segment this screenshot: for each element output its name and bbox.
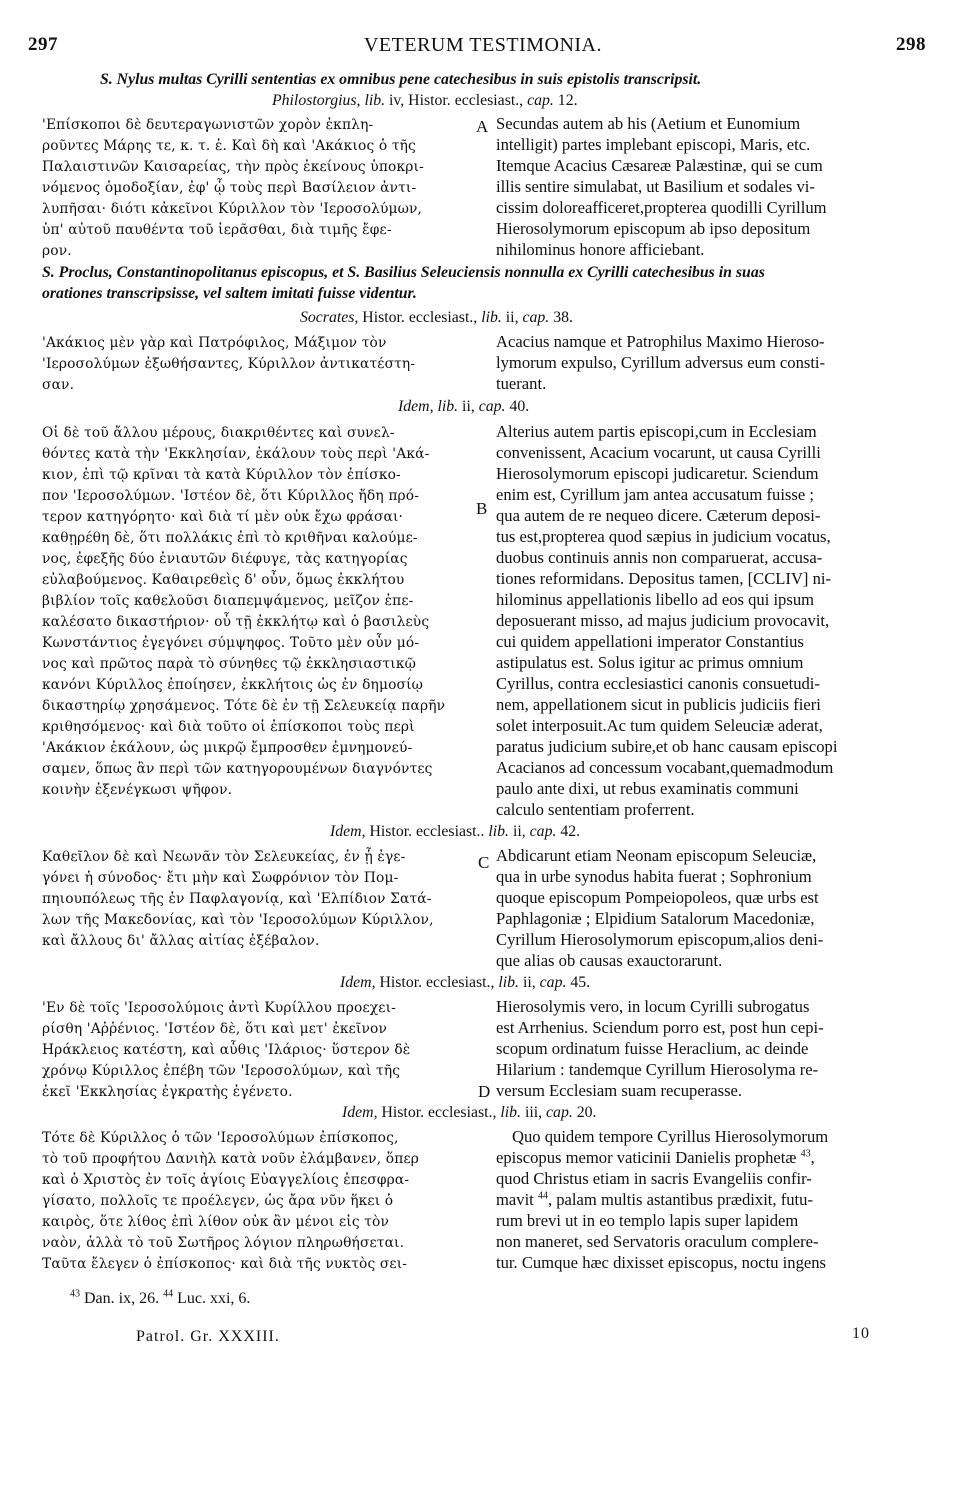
- reference-idem-40: [398, 398, 529, 416]
- ref-lib: lib.: [500, 1104, 522, 1121]
- latin-line: Paphlagoniæ ; Elpidium Satalorum Macedoniæ,: [496, 909, 815, 928]
- greek-line: καθῃρέθη δὲ, ὅτι πολλάκις ἐπὶ τὸ κριθῆναι καλούμε-: [42, 530, 418, 546]
- ref-book: iii,: [521, 1104, 547, 1121]
- latin-line: calculo sententiam proferrent.: [496, 800, 695, 819]
- section-heading-proclus: S. Proclus, Constantinopolitanus episcopus, et S. Basilius Seleuciensis nonnulla ex Cyrilli catechesibus in suas: [42, 264, 765, 281]
- greek-line: ὑπ' αὐτοῦ παυθέντα τοῦ ἱερᾶσθαι, διὰ τιμῆς ἔφε-: [42, 222, 392, 238]
- ref-cap: cap.: [522, 309, 550, 326]
- latin-line: cissim doloreafficeret,propterea quodilli Cyrillum: [496, 198, 827, 217]
- ref-cap: cap.: [527, 92, 554, 109]
- latin-line: rum brevi ut in eo templo lapis super lapidem: [496, 1211, 799, 1230]
- footnote-44-number: 44: [163, 1288, 174, 1300]
- margin-marker-d: D: [478, 1082, 491, 1101]
- ref-num: 38.: [549, 309, 573, 326]
- latin-line: Acacius namque et Patrophilus Maximo Hieroso-: [496, 332, 825, 351]
- ref-cap: cap.: [529, 823, 557, 840]
- running-title: VETERUM TESTIMONIA.: [363, 34, 602, 56]
- ref-work: Histor. ecclesiast.,: [375, 974, 499, 991]
- footnote-44: Luc. xxi, 6.: [173, 1290, 251, 1307]
- latin-text: mavit: [496, 1190, 534, 1209]
- latin-line: deposuerant misso, ad majus judicium provocavit,: [496, 611, 830, 630]
- ref-author: Socrates,: [300, 309, 359, 326]
- greek-line: 'Ακάκιος μὲν γὰρ καὶ Πατρόφιλος, Μάξιμον τὸν: [42, 335, 387, 351]
- greek-line: καὶ ὁ Χριστὸς ἐν τοῖς ἁγίοις Εὐαγγελίοις ἐπεσφρα-: [42, 1172, 410, 1188]
- latin-line: tur. Cumque hæc dixisset episcopus, noctu ingens: [496, 1253, 827, 1272]
- note-ref-44: 44: [537, 1190, 548, 1202]
- reference-idem-45: [340, 974, 590, 992]
- greek-line: λυπῆσαι· διότι κἀκεῖνοι Κύριλλον τὸν 'Ιεροσολύμων,: [42, 201, 423, 217]
- ref-lib: lib.: [481, 309, 502, 326]
- latin-line: [496, 1190, 813, 1210]
- latin-line: qua in urbe synodus habita fuerat ; Sophronium: [496, 867, 812, 886]
- greek-line: καλέσατο δικαστήριον· οὗ τῇ ἐκκλήτῳ καὶ ὁ βασιλεὺς: [42, 614, 430, 630]
- footnote-43-number: 43: [70, 1288, 80, 1300]
- latin-line: scopum ordinatum fuisse Heraclium, ac deinde: [496, 1039, 809, 1058]
- latin-line: duobus continuis annis non comparuerat, accusa-: [496, 548, 823, 567]
- greek-line: πον 'Ιεροσολύμων. 'Ιστέον δὲ, ὅτι Κύριλλος ἤδη πρό-: [42, 488, 420, 504]
- section-heading-proclus-cont: orationes transcripsisse, vel saltem imitati fuisse videntur.: [42, 285, 417, 302]
- latin-line: convenissent, Acacium vocarunt, ut causa Cyrilli: [496, 443, 821, 462]
- ref-cap: cap.: [478, 398, 506, 415]
- latin-line: nihilominus honore afficiebant.: [496, 240, 705, 259]
- greek-line: χρόνῳ Κύριλλος ἐπέβη τῶν 'Ιεροσολύμων, καὶ τῆς: [42, 1063, 401, 1079]
- ref-book: ii,: [501, 309, 523, 326]
- signature-number: 10: [852, 1325, 870, 1342]
- latin-line: Hierosolymorum episcopum ab ipso depositum: [496, 219, 811, 238]
- ref-num: 42.: [556, 823, 581, 840]
- latin-line: non maneret, sed Servatoris oraculum complere-: [496, 1232, 819, 1251]
- greek-line: κανόνι Κύριλλος ἐποίησεν, ἐκκλήτοις ὡς ἐν δημοσίῳ: [42, 677, 424, 693]
- ref-num: 45.: [566, 974, 591, 991]
- footnotes: [70, 1290, 250, 1308]
- latin-line: episcopus memor vaticinii Danielis prophetæ $^{43}$,: [496, 1148, 815, 1167]
- latin-line: hilominus appellationis libello ad eos qui ipsum: [496, 590, 815, 609]
- latin-line: intelligit) partes implebant episcopi, Maris, etc.: [496, 135, 811, 154]
- reference-idem-20: [342, 1104, 597, 1122]
- latin-line: Acacianos ad concessum vocabant,quemadmodum: [496, 758, 834, 777]
- ref-num: 20.: [572, 1104, 597, 1121]
- ref-book: ii,: [458, 398, 479, 415]
- ref-author: Idem, lib.: [398, 398, 459, 415]
- greek-line: Καθεῖλον δὲ καὶ Νεωνᾶν τὸν Σελευκείας, ἐν ᾗ ἐγε-: [42, 849, 406, 865]
- latin-line: paratus judicium subire,et ob hanc causam episcopi: [496, 737, 838, 756]
- latin-text: , palam multis astantibus prædixit, futu-: [547, 1190, 813, 1209]
- ref-cap: cap.: [539, 974, 567, 991]
- greek-line: νόμενος ὁμοδοξίαν, ἐφ' ᾧ τοὺς περὶ Βασίλειον ἀντι-: [42, 180, 417, 196]
- greek-line: νος καὶ πρῶτος παρὰ τὸ σύνηθες τῷ ἐκκλησιαστικῷ: [42, 656, 417, 672]
- latin-line: lymorum expulso, Cyrillum adversus eum consti-: [496, 353, 826, 372]
- greek-line: κιον, ἐπὶ τῷ κρῖναι τὰ κατὰ Κύριλλον τὸν ἐπίσκο-: [42, 467, 401, 483]
- greek-line: Κωνστάντιος ἐγεγόνει σύμψηφος. Τοῦτο μὲν οὖν μό-: [42, 635, 420, 651]
- latin-line: est Arrhenius. Sciendum porro est, post hun cepi-: [496, 1018, 824, 1037]
- greek-line: Ταῦτα ἔλεγεν ὁ ἐπίσκοπος· καὶ διὰ τῆς νυκτὸς σει-: [42, 1256, 408, 1272]
- greek-line: καιρὸς, ὅτε λίθος ἐπὶ λίθον οὐκ ἂν μένοι εἰς τὸν: [42, 1214, 390, 1230]
- greek-line: ἐκεῖ 'Εκκλησίας ἐγκρατὴς ἐγένετο.: [42, 1084, 293, 1100]
- greek-line: γόνει ἡ σύνοδος· ἔτι μὴν καὶ Σωφρόνιον τὸν Πομ-: [42, 870, 399, 886]
- latin-line: tiones reformidans. Depositus tamen, [CCLIV] ni-: [496, 569, 832, 588]
- latin-line: Hierosolymorum episcopi judicaretur. Sciendum: [496, 464, 819, 483]
- latin-line: paulo ante dixi, ut rebus examinatis communi: [496, 779, 799, 798]
- right-page-number: 298: [896, 34, 926, 55]
- latin-line: quod Christus etiam in sacris Evangeliis confir-: [496, 1169, 812, 1188]
- latin-line: Cyrillus, contra ecclesiastici canonis consuetudi-: [496, 674, 820, 693]
- greek-line: Ηράκλειος κατέστη, καὶ αὖθις 'Ιλάριος· ὕστερον δὲ: [42, 1042, 411, 1058]
- latin-line: tus est,propterea quod sæpius in judicium vocatus,: [496, 527, 831, 546]
- greek-line: πηιουπόλεως τῆς ἐν Παφλαγονίᾳ, καὶ 'Ελπίδιον Σατά-: [42, 891, 432, 907]
- greek-line: λων τῆς Μακεδονίας, καὶ τὸν 'Ιεροσολύμων Κύριλλον,: [42, 912, 434, 928]
- greek-line: καὶ ἄλλους δι' ἄλλας αἰτίας ἐξέβαλον.: [42, 933, 320, 949]
- greek-line: 'Ακάκιον ἐκάλουν, ὡς μικρῷ ἔμπροσθεν ἐμνημονεύ-: [42, 740, 413, 756]
- greek-line: σαμεν, ὅπως ἂν περὶ τῶν κατηγορουμένων διαγνόντες: [42, 761, 433, 777]
- greek-line: κοινὴν ἐξενέγκωσι ψῆφον.: [42, 782, 233, 798]
- margin-marker-b: B: [476, 499, 488, 518]
- latin-line: cui quidem appellationi imperator Constantius: [496, 632, 804, 651]
- greek-line: ρίσθη 'Αῤῥένιος. 'Ιστέον δὲ, ὅτι καὶ μετ' ἐκεῖνον: [42, 1021, 388, 1037]
- ref-cap: cap.: [546, 1104, 573, 1121]
- ref-lib: lib.: [488, 823, 510, 840]
- latin-text: episcopus memor vaticinii Danielis prophetæ: [496, 1148, 797, 1167]
- greek-line: νος, ἐφεξῆς δύο ἐνιαυτῶν διέφυγε, τὰς κατηγορίας: [42, 551, 408, 567]
- latin-line: Alterius autem partis episcopi,cum in Ecclesiam: [496, 422, 817, 441]
- greek-line: 'Εν δὲ τοῖς 'Ιεροσολύμοις ἀντὶ Κυρίλλου προεχει-: [42, 1000, 396, 1016]
- latin-line: illis sentire simulabat, ut Basilium et sodales vi-: [496, 177, 815, 196]
- latin-line: nem, appellationem sicut in publicis judiciis fieri: [496, 695, 821, 714]
- ref-author: Philostorgius, lib.: [272, 92, 386, 109]
- greek-line: Παλαιστινῶν Καισαρείας, τὴν πρὸς ἐκείνους ὑποκρι-: [42, 159, 424, 175]
- margin-marker-c: C: [478, 853, 490, 872]
- latin-line: Quo quidem tempore Cyrillus Hierosolymorum: [512, 1127, 829, 1146]
- ref-lib: lib.: [498, 974, 520, 991]
- latin-line: Itemque Acacius Cæsareæ Palæstinæ, qui se cum: [496, 156, 823, 175]
- greek-line: ρον.: [42, 243, 72, 259]
- greek-line: θόντες κατὰ τὴν 'Εκκλησίαν, ἐκάλουν τοὺς περὶ 'Ακά-: [42, 446, 430, 462]
- latin-line: versum Ecclesiam suam recuperasse.: [496, 1081, 743, 1100]
- ref-author: Idem,: [342, 1104, 378, 1121]
- latin-line: Secundas autem ab his (Aetium et Eunomium: [496, 114, 801, 133]
- greek-line: Τότε δὲ Κύριλλος ὁ τῶν 'Ιεροσολύμων ἐπίσκοπος,: [42, 1130, 399, 1146]
- signature-mark: Patrol. Gr. XXXIII.: [136, 1328, 280, 1345]
- ref-work: Histor. ecclesiast..: [365, 823, 489, 840]
- ref-author: Idem,: [330, 823, 366, 840]
- reference-socrates-38: [300, 309, 573, 327]
- greek-line: σαν.: [42, 377, 75, 393]
- footnote-43: Dan. ix, 26.: [80, 1290, 164, 1307]
- greek-line: γίσατο, πολλοῖς τε προέλεγεν, ὡς ἄρα νῦν ἥκει ὁ: [42, 1193, 394, 1209]
- latin-line: quoque episcopum Pompeiopoleos, quæ urbs est: [496, 888, 819, 907]
- greek-line: δικαστηρίῳ χρησάμενος. Τότε δὲ ἐν τῇ Σελευκείᾳ παρῆν: [42, 698, 446, 714]
- greek-line: 'Επίσκοποι δὲ δευτεραγωνιστῶν χορὸν ἐκπλη-: [42, 117, 374, 133]
- margin-marker-a: A: [476, 117, 489, 136]
- ref-num: 40.: [505, 398, 530, 415]
- greek-line: κριθησόμενος· καὶ διὰ τοῦτο οἱ ἐπίσκοποι τοὺς περὶ: [42, 719, 415, 735]
- ref-work: Histor. ecclesiast.,: [377, 1104, 501, 1121]
- latin-line: Hierosolymis vero, in locum Cyrilli subrogatus: [496, 997, 810, 1016]
- latin-line: tuerant.: [496, 374, 547, 393]
- greek-line: ροῦντες Μάρης τε, κ. τ. ἑ. Καὶ δὴ καὶ 'Ακάκιος ὁ τῆς: [42, 138, 416, 154]
- reference-philostorgius: [272, 92, 578, 110]
- latin-line: qua autem de re nequeo dicere. Cæterum deposi-: [496, 506, 821, 525]
- latin-line: Cyrillum Hierosolymorum episcopum,alios deni-: [496, 930, 824, 949]
- reference-idem-42: [330, 823, 580, 841]
- greek-line: ναὸν, ἀλλὰ τὸ τοῦ Σωτῆρος λόγιον πληρωθήσεται.: [42, 1235, 405, 1251]
- greek-line: βιβλίον τοῖς καθελοῦσι διαπεμψάμενος, μεῖζον ἐπε-: [42, 593, 414, 609]
- latin-line: Hilarium : tandemque Cyrillum Hierosolyma re-: [496, 1060, 819, 1079]
- ref-work: iv, Histor. ecclesiast.,: [385, 92, 528, 109]
- ref-author: Idem,: [340, 974, 376, 991]
- section-heading-nylus: S. Nylus multas Cyrilli sententias ex omnibus pene catechesibus in suis epistolis transcripsit.: [100, 71, 702, 88]
- ref-work: Histor. ecclesiast.,: [358, 309, 482, 326]
- latin-line: solet interposuit.Ac tum quidem Seleuciæ aderat,: [496, 716, 823, 735]
- latin-line: Abdicarunt etiam Neonam episcopum Seleuciæ,: [496, 846, 817, 865]
- latin-line: astipulatus est. Solus igitur ac primus omnium: [496, 653, 804, 672]
- greek-line: εὐλαβούμενος. Καθαιρεθεὶς δ' οὖν, ὅμως ἐκκλήτου: [42, 572, 405, 588]
- ref-book: ii,: [509, 823, 530, 840]
- latin-line: que alias ob causas exauctorarunt.: [496, 951, 723, 970]
- note-ref-43: 43: [800, 1148, 811, 1160]
- greek-line: τὸ τοῦ προφήτου Δανιὴλ κατὰ νοῦν ἐλάμβανεν, ὅπερ: [42, 1151, 420, 1167]
- left-page-number: 297: [28, 34, 58, 55]
- latin-line: enim est, Cyrillum jam antea accusatum fuisse ;: [496, 485, 814, 504]
- greek-line: 'Ιεροσολύμων ἐξωθήσαντες, Κύριλλον ἀντικατέστη-: [42, 356, 416, 372]
- ref-num: 12.: [553, 92, 578, 109]
- greek-line: τερον κατηγόρητο· καὶ διὰ τί μὲν οὐκ ἔχω φράσαι·: [42, 509, 404, 525]
- greek-line: Οἱ δὲ τοῦ ἄλλου μέρους, διακριθέντες καὶ συνελ-: [42, 425, 395, 441]
- ref-book: ii,: [519, 974, 540, 991]
